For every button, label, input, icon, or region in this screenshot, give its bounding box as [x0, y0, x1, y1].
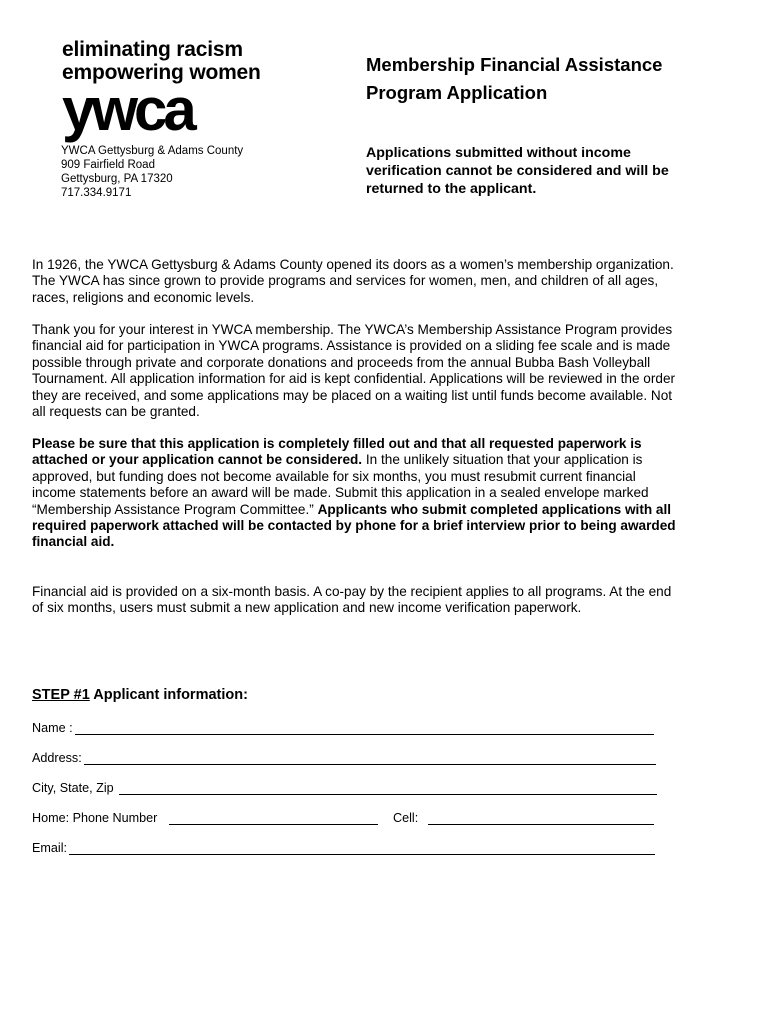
city-label: City, State, Zip — [32, 781, 114, 795]
page-title — [366, 51, 662, 107]
step-title: Applicant information: — [89, 687, 248, 703]
address-block — [61, 144, 243, 200]
requirements-bold-1: Please be sure that this application is completely filled out and that all requested paperwork is attached or your application cannot be considered. — [32, 436, 642, 468]
income-warning: Applications submitted without income verification cannot be considered and will be returned to the applicant. — [366, 145, 669, 197]
address-line: Gettysburg, PA 17320 — [61, 173, 173, 185]
email-label: Email: — [32, 841, 67, 855]
city-line[interactable] — [119, 782, 657, 795]
address-line: 909 Fairfield Road — [61, 159, 155, 171]
cell-line[interactable] — [428, 812, 654, 825]
address-label: Address: — [32, 751, 82, 765]
tagline-2: empowering women — [62, 61, 261, 84]
home-phone-field[interactable] — [32, 809, 378, 825]
step-number: STEP #1 — [32, 687, 90, 703]
home-phone-label: Home: Phone Number — [32, 811, 158, 825]
requirements-text: In the unlikely situation that your application is approved, but funding does not become available for six months, you must resubmit current financial income statements before an award will be made. Submit this application in a sealed envelope marked “Membership Assistance Program Committee.” — [32, 452, 649, 517]
step1-heading — [32, 687, 248, 703]
program-paragraph: Thank you for your interest in YWCA membership. The YWCA’s Membership Assistance Program provides financial aid for participation in YWCA programs. Assistance is provided on a sliding fee scale and is made possible through private and corporate donations and proceeds from the annual Bubba Bash Volleyball Tournament. All application information for aid is kept confidential. Applications will be reviewed in the order they are received, and some applications may be placed on a waiting list until funds become available. Not all requests can be granted. — [32, 322, 676, 420]
cell-field[interactable] — [393, 809, 654, 825]
tagline-1: eliminating racism — [62, 38, 243, 61]
title-line-2: Program Application — [366, 82, 548, 103]
address-line: YWCA Gettysburg & Adams County — [61, 145, 244, 157]
name-label: Name : — [32, 721, 73, 735]
title-line-1: Membership Financial Assistance — [366, 54, 663, 75]
city-state-zip-field[interactable] — [32, 779, 657, 795]
name-line[interactable] — [75, 722, 654, 735]
address-line-input[interactable] — [84, 752, 656, 765]
address-field[interactable] — [32, 749, 656, 765]
history-paragraph: In 1926, the YWCA Gettysburg & Adams County opened its doors as a women’s membership organization. The YWCA has since grown to provide programs and services for women, men, and children of all ages, races, religions and economic levels. — [32, 257, 674, 305]
email-field[interactable] — [32, 839, 655, 855]
ywca-logo: ywca — [62, 76, 193, 143]
name-field[interactable] — [32, 719, 654, 735]
address-line: 717.334.9171 — [61, 187, 132, 199]
requirements-paragraph — [32, 436, 682, 551]
email-line[interactable] — [69, 842, 655, 855]
requirements-bold-2: Applicants who submit completed applications with all required paperwork attached will be contacted by phone for a brief interview prior to being awarded financial aid. — [32, 501, 676, 550]
copay-paragraph: Financial aid is provided on a six-month basis. A co-pay by the recipient applies to all programs. At the end of six months, users must submit a new application and new income verification paperwork. — [32, 584, 672, 616]
home-phone-line[interactable] — [169, 812, 378, 825]
cell-label: Cell: — [393, 811, 419, 825]
